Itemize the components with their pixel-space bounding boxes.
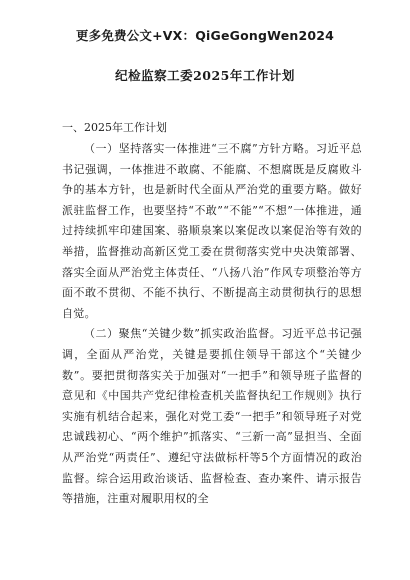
paragraph-2: （二）聚焦“关键少数”抓实政治监督。习近平总书记强调，全面从严治党，关键是要抓住领导干部这个“关键少数”。要把贯彻落实关于加强对“一把手”和领导班子监督的意见和《中国共产党纪律检查机关监督执纪工作规则》执行实施有机结合起来，强化对党工委“一把手”和领导班子对党忠诚践初心、“两个维护”抓落实、“三新一高”显担当、全面从严治党“两责任”、遵纪守法做标杆等5个方面情况的政治监督。综合运用政治谈话、监督检查、查办案件、请示报告等措施，注重对履职用权的全 (62, 327, 362, 506)
paragraph-1: （一）坚持落实一体推进“三不腐”方针方略。习近平总书记强调，一体推进不敢腐、不能腐、不想腐既是反腐败斗争的基本方针，也是新时代全面从严治党的重要方略。做好派驻监督工作，也要坚持“不敢”“不能”“不想”一体推进，通过持续抓牢印建国案、骆顺泉案以案促改以案促治等有效的举措，监督推动高新区党工委在贯彻落实党中央决策部署、落实全面从严治党主体责任、“八扬八治”作风专项整治等方面不敢不贯彻、不能不执行、不断提高主动贯彻执行的思想自觉。 (62, 142, 362, 320)
section-heading: 一、2025年工作计划 (62, 121, 167, 134)
document-title: 纪检监察工委2025年工作计划 (115, 68, 295, 83)
watermark-header: 更多免费公文+VX：QiGeGongWen2024 (75, 28, 335, 43)
document-body (62, 117, 362, 510)
